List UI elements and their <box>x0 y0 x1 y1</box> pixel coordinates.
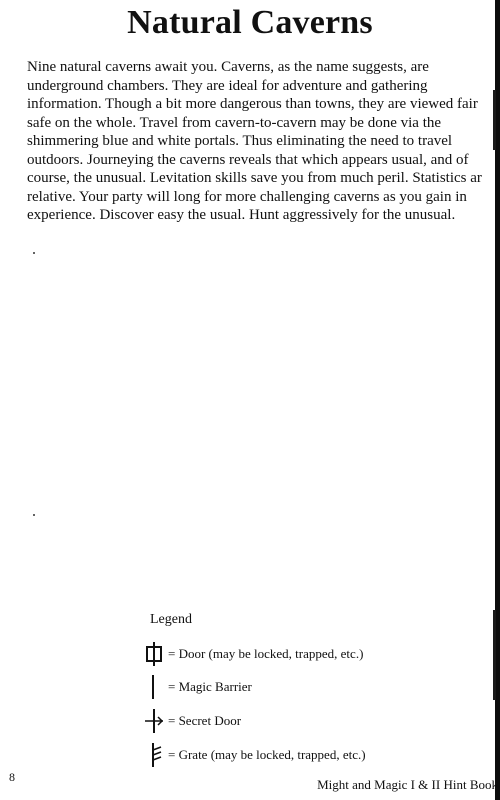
legend-item-label: = Secret Door <box>168 713 242 728</box>
page-edge-speck <box>493 610 496 700</box>
door-icon <box>142 641 166 667</box>
legend-item-label: = Door (may be locked, trapped, etc.) <box>168 646 364 661</box>
page-title: Natural Caverns <box>127 4 373 41</box>
stray-mark <box>33 252 35 254</box>
footer-book-title: Might and Magic I & II Hint Book <box>317 777 498 792</box>
legend-item-label: = Grate (may be locked, trapped, etc.) <box>168 747 366 762</box>
legend-item-door <box>142 641 363 667</box>
legend-item-secret-door <box>142 708 241 734</box>
legend-item-grate <box>142 742 366 768</box>
magic-barrier-icon <box>142 674 166 700</box>
secret-door-icon <box>142 708 166 734</box>
page-number: 8 <box>9 770 15 784</box>
grate-icon <box>142 742 166 768</box>
stray-mark <box>33 514 35 516</box>
legend-item-magic-barrier <box>142 674 252 700</box>
body-paragraph: Nine natural caverns await you. Caverns, as the name suggests, are underground chambers. They are ideal for adventure and gathering information. Though a bit more dangerous than towns, they are viewed fair safe on the whole. Travel from cavern-to-cavern may be done via the shimmering blue and white portals. Thus eliminating the need to travel outdoors. Journeying the caverns reveals that which appears usual, and of course, the unusual. Levitation skills save you from much peril. Statistics ar relative. Your party will long for more challenging caverns as you gain in experience. Discover easy the usual. Hunt aggressively for the unusual. <box>27 59 482 223</box>
legend-title: Legend <box>150 612 192 627</box>
legend-item-label: = Magic Barrier <box>168 679 252 694</box>
